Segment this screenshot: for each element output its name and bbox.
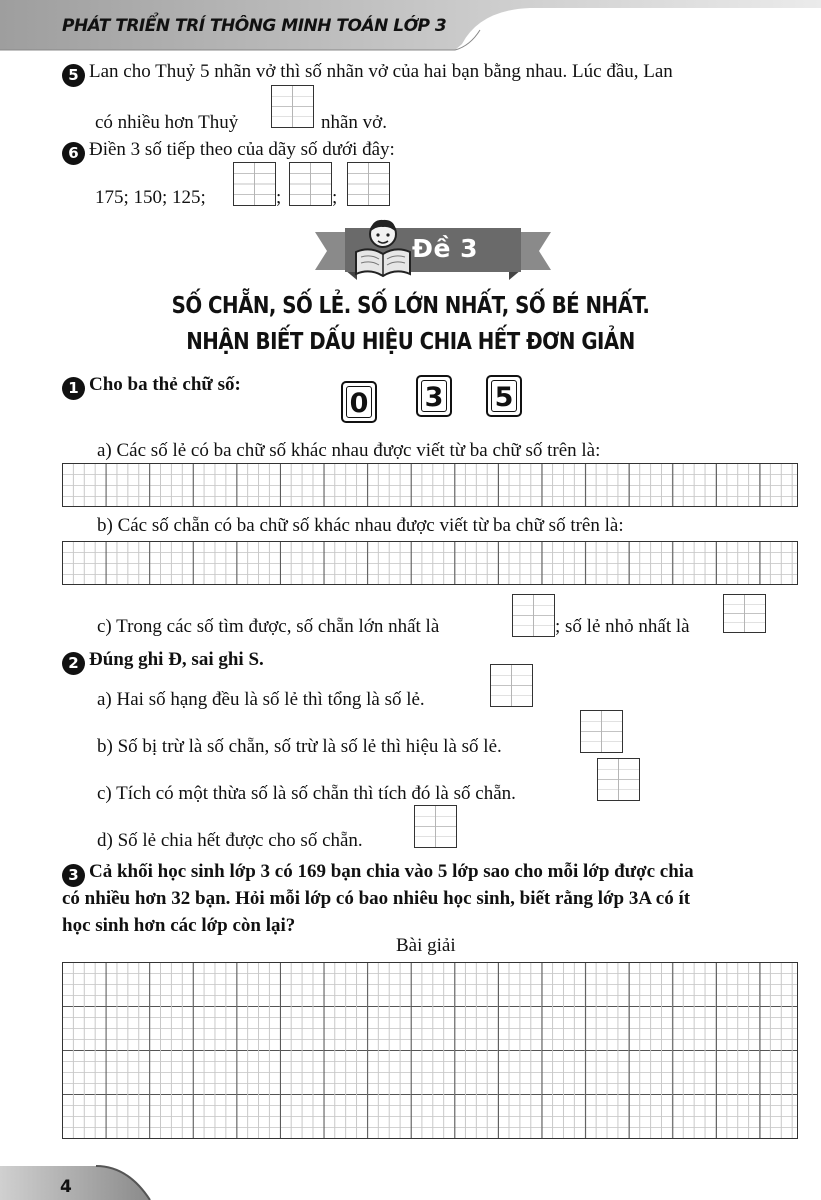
- ex1-prompt: 1 Cho ba thẻ chữ số:: [62, 373, 241, 400]
- q6-sep-1: ;: [276, 187, 282, 208]
- q6-prompt: 6 Điền 3 số tiếp theo của dãy số dưới đây:: [62, 138, 395, 165]
- q6-number: 6: [62, 142, 85, 165]
- q6-sep-2: ;: [332, 187, 338, 208]
- reading-boy-icon: [352, 216, 414, 278]
- ex2-b-box[interactable]: [580, 710, 623, 753]
- footer-tab: [0, 1148, 180, 1200]
- q5-line2a: có nhiều hơn Thuỷ: [95, 112, 239, 133]
- q6-answer-box-2[interactable]: [289, 162, 332, 206]
- ex2-d-box[interactable]: [414, 805, 457, 848]
- ex3-number: 3: [62, 864, 85, 887]
- q6-sequence: 175; 150; 125;: [95, 187, 206, 208]
- ex2-d: d) Số lẻ chia hết được cho số chẵn.: [97, 830, 363, 851]
- section-title-line1: SỐ CHẴN, SỐ LẺ. SỐ LỚN NHẤT, SỐ BÉ NHẤT.: [171, 293, 650, 319]
- ex1-c-part1: c) Trong các số tìm được, số chẵn lớn nhất là: [97, 616, 440, 637]
- digit-card: 3: [416, 375, 452, 417]
- ex1-a: a) Các số lẻ có ba chữ số khác nhau được viết từ ba chữ số trên là:: [97, 440, 601, 461]
- q6-answer-box-1[interactable]: [233, 162, 276, 206]
- ex1-a-answer-grid[interactable]: [62, 463, 798, 507]
- ex2-a-box[interactable]: [490, 664, 533, 707]
- banner-label: Đề 3: [412, 234, 479, 263]
- ex2-prompt: 2 Đúng ghi Đ, sai ghi S.: [62, 648, 264, 675]
- ex1-c-odd-box[interactable]: [723, 594, 766, 633]
- q5-number: 5: [62, 64, 85, 87]
- ex3-line2: có nhiều hơn 32 bạn. Hỏi mỗi lớp có bao nhiêu học sinh, biết rằng lớp 3A có ít: [62, 888, 691, 909]
- solution-label: Bài giải: [396, 935, 456, 956]
- digit-card: 5: [486, 375, 522, 417]
- ex1-b: b) Các số chẵn có ba chữ số khác nhau được viết từ ba chữ số trên là:: [97, 515, 624, 536]
- ex2-b: b) Số bị trừ là số chẵn, số trừ là số lẻ thì hiệu là số lẻ.: [97, 736, 502, 757]
- ex2-a: a) Hai số hạng đều là số lẻ thì tổng là số lẻ.: [97, 689, 425, 710]
- ex2-c-box[interactable]: [597, 758, 640, 801]
- ex1-b-answer-grid[interactable]: [62, 541, 798, 585]
- ex2-c: c) Tích có một thừa số là số chẵn thì tích đó là số chẵn.: [97, 783, 516, 804]
- ex2-number: 2: [62, 652, 85, 675]
- page-number: 4: [60, 1177, 72, 1197]
- ex3-line1: 3 Cả khối học sinh lớp 3 có 169 bạn chia vào 5 lớp sao cho mỗi lớp được chia: [62, 860, 694, 887]
- q5-answer-box[interactable]: [271, 85, 314, 128]
- digit-card: 0: [341, 381, 377, 423]
- ex1-number: 1: [62, 377, 85, 400]
- solution-answer-grid[interactable]: [62, 962, 798, 1139]
- ex1-c-part2: ; số lẻ nhỏ nhất là: [555, 616, 690, 637]
- q6-answer-box-3[interactable]: [347, 162, 390, 206]
- q5-line2b: nhãn vở.: [321, 112, 387, 133]
- section-title-line2: NHẬN BIẾT DẤU HIỆU CHIA HẾT ĐƠN GIẢN: [186, 329, 635, 355]
- header-title: PHÁT TRIỂN TRÍ THÔNG MINH TOÁN LỚP 3: [62, 16, 447, 36]
- ex3-line3: học sinh hơn các lớp còn lại?: [62, 915, 296, 936]
- q5-line1: 5 Lan cho Thuỷ 5 nhãn vở thì số nhãn vở của hai bạn bằng nhau. Lúc đầu, Lan: [62, 60, 673, 87]
- ex1-c-even-box[interactable]: [512, 594, 555, 637]
